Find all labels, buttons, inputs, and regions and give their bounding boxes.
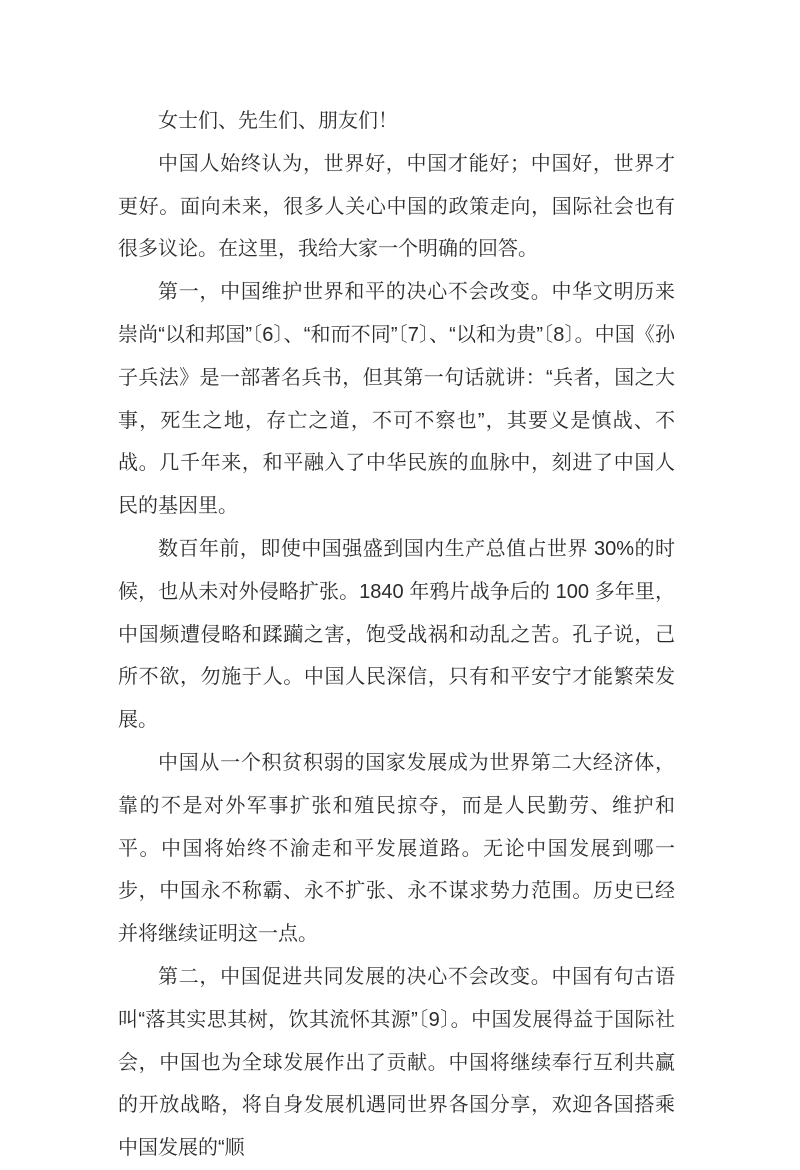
paragraph-intro: 中国人始终认为，世界好，中国才能好；中国好，世界才更好。面向未来，很多人关心中国的政策走向，国际社会也有很多议论。在这里，我给大家一个明确的回答。 xyxy=(118,152,675,261)
paragraph-history: 数百年前，即使中国强盛到国内生产总值占世界 30%的时候，也从未对外侵略扩张。1840 年鸦片战争后的 100 多年里，中国频遭侵略和蹂躏之害，饱受战祸和动乱之苦。孔子说，己所不欲，勿施于人。中国人民深信，只有和平安宁才能繁荣发展。 xyxy=(118,537,675,732)
paragraph-point-one: 第一，中国维护世界和平的决心不会改变。中华文明历来崇尚“以和邦国”〔6〕、“和而不同”〔7〕、“以和为贵”〔8〕。中国《孙子兵法》是一部著名兵书，但其第一句话就讲：“兵者，国之大事，死生之地，存亡之道，不可不察也”，其要义是慎战、不战。几千年来，和平融入了中华民族的血脉中，刻进了中国人民的基因里。 xyxy=(118,281,675,518)
paragraph-salutation: 女士们、先生们、朋友们！ xyxy=(158,110,398,132)
document-body xyxy=(118,100,675,1170)
paragraph-peaceful-development: 中国从一个积贫积弱的国家发展成为世界第二大经济体，靠的不是对外军事扩张和殖民掠夺，而是人民勤劳、维护和平。中国将始终不渝走和平发展道路。无论中国发展到哪一步，中国永不称霸、永不扩张、永不谋求势力范围。历史已经并将继续证明这一点。 xyxy=(118,751,675,946)
paragraph-point-two: 第二，中国促进共同发展的决心不会改变。中国有句古语叫“落其实思其树，饮其流怀其源”〔9〕。中国发展得益于国际社会，中国也为全球发展作出了贡献。中国将继续奉行互利共赢的开放战略，将自身发展机遇同世界各国分享，欢迎各国搭乘中国发展的“顺 xyxy=(118,965,675,1160)
